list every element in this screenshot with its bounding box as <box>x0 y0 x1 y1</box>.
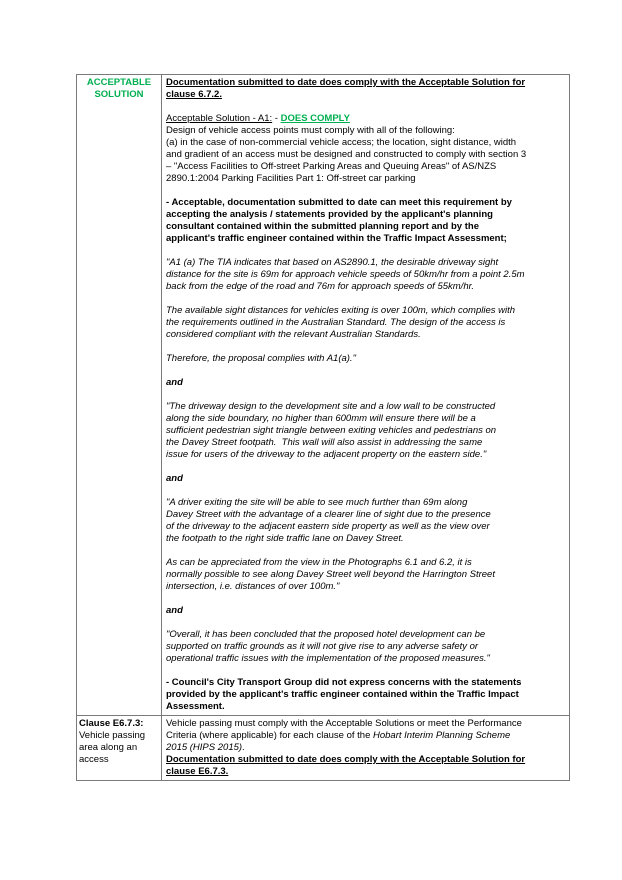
text-line <box>166 413 565 425</box>
text-run: Davey Street with the advantage of a clearer line of sight due to the presence <box>166 509 491 520</box>
text-run: the footpath to the right side traffic lane on Davey Street. <box>166 533 404 544</box>
clause-e673-content-text <box>166 718 565 778</box>
text-run: accepting the analysis / statements provided by the applicant's planning <box>166 209 493 220</box>
text-line <box>166 221 565 233</box>
text-line <box>166 365 565 377</box>
text-line <box>166 533 565 545</box>
text-line <box>166 401 565 413</box>
text-line <box>166 377 565 389</box>
acceptable-solution-label-cell <box>77 75 162 716</box>
text-run: clause E6.7.3. <box>166 766 229 777</box>
acceptable-solution-row <box>77 75 570 716</box>
text-run: "The driveway design to the development site and a low wall to be constructed <box>166 401 496 412</box>
text-run: normally possible to see along Davey Street well beyond the Harrington Street <box>166 569 495 580</box>
text-line <box>166 569 565 581</box>
text-run: Documentation submitted to date does comply with the Acceptable Solution for <box>166 754 526 765</box>
text-run: and <box>166 377 183 388</box>
text-run: Assessment. <box>166 701 225 712</box>
text-line <box>166 173 565 185</box>
text-line <box>166 269 565 281</box>
clause-e673-content-cell <box>162 716 570 781</box>
text-run: Criteria (where applicable) for each clause of the <box>166 730 373 741</box>
text-line <box>166 485 565 497</box>
text-run: – "Access Facilities to Off-street Parking Areas and Queuing Areas" of AS/NZS <box>166 161 497 172</box>
text-run: SOLUTION <box>94 89 144 100</box>
text-line <box>166 730 565 742</box>
text-run: considered compliant with the relevant Australian Standards. <box>166 329 421 340</box>
text-line <box>166 629 565 641</box>
text-line <box>166 754 565 766</box>
text-run: and gradient of an access must be designed and constructed to comply with section 3 <box>166 149 527 160</box>
text-line <box>166 209 565 221</box>
text-line <box>79 77 159 89</box>
acceptable-solution-label-text <box>79 77 159 101</box>
text-line <box>166 689 565 701</box>
compliance-table <box>76 74 570 781</box>
text-line <box>166 497 565 509</box>
text-line <box>166 521 565 533</box>
text-run: the requirements outlined in the Australian Standard. The design of the access is <box>166 317 506 328</box>
text-line <box>166 742 565 754</box>
clause-e673-row <box>77 716 570 781</box>
text-line <box>79 89 159 101</box>
text-line <box>166 89 565 101</box>
text-line <box>79 742 159 754</box>
text-line <box>166 701 565 713</box>
text-run: supported on traffic grounds as it will not give rise to any adverse safety or <box>166 641 479 652</box>
text-line <box>166 353 565 365</box>
text-line <box>166 425 565 437</box>
text-line <box>166 293 565 305</box>
text-run: Documentation submitted to date does comply with the Acceptable Solution for <box>166 77 526 88</box>
text-run: Design of vehicle access points must comply with all of the following: <box>166 125 455 136</box>
text-run: issue for users of the driveway to the adjacent property on the eastern side." <box>166 449 487 460</box>
text-line <box>166 641 565 653</box>
text-run: Therefore, the proposal complies with A1(a)." <box>166 353 356 364</box>
text-run: back from the edge of the road and 76m for approach speeds of 55km/hr. <box>166 281 475 292</box>
text-run: 2890.1:2004 Parking Facilities Part 1: Off-street car parking <box>166 173 416 184</box>
text-line <box>166 473 565 485</box>
text-line <box>166 341 565 353</box>
text-run: and <box>166 605 183 616</box>
text-line <box>166 617 565 629</box>
text-line <box>166 437 565 449</box>
text-run: (a) in the case of non-commercial vehicle access; the location, sight distance, width <box>166 137 517 148</box>
text-run: clause 6.7.2. <box>166 89 222 100</box>
text-line <box>166 281 565 293</box>
text-run: "Overall, it has been concluded that the proposed hotel development can be <box>166 629 486 640</box>
text-line <box>166 233 565 245</box>
text-line <box>166 101 565 113</box>
clause-e673-label-cell <box>77 716 162 781</box>
text-run: Acceptable Solution - A1: <box>166 113 273 124</box>
text-line <box>166 317 565 329</box>
text-run: intersection, i.e. distances of over 100m." <box>166 581 340 592</box>
text-run: ACCEPTABLE <box>86 77 152 88</box>
text-line <box>166 161 565 173</box>
text-line <box>166 449 565 461</box>
text-line <box>166 305 565 317</box>
acceptable-solution-content-cell <box>162 75 570 716</box>
text-run: "A driver exiting the site will be able to see much further than 69m along <box>166 497 468 508</box>
text-run: along the side boundary, no higher than 600mm will ensure there will be a <box>166 413 476 424</box>
text-line <box>166 245 565 257</box>
acceptable-solution-content-text <box>166 77 565 713</box>
text-line <box>166 257 565 269</box>
text-run: area along an <box>79 742 138 753</box>
text-line <box>166 677 565 689</box>
text-line <box>166 389 565 401</box>
text-line <box>166 113 565 125</box>
text-run: the Davey Street footpath. This wall will also assist in addressing the same <box>166 437 483 448</box>
text-line <box>166 125 565 137</box>
text-run: - <box>272 113 281 124</box>
text-line <box>79 754 159 766</box>
text-run: Vehicle passing <box>79 730 146 741</box>
text-run: Hobart Interim Planning Scheme <box>373 730 511 741</box>
text-run: sufficient pedestrian sight triangle between exiting vehicles and pedestrians on <box>166 425 497 436</box>
text-line <box>166 766 565 778</box>
text-line <box>166 329 565 341</box>
text-line <box>166 77 565 89</box>
text-run: and <box>166 473 183 484</box>
text-run: - Acceptable, documentation submitted to date can meet this requirement by <box>166 197 512 208</box>
text-run: of the driveway to the adjacent eastern side property as well as the view over <box>166 521 490 532</box>
text-line <box>79 730 159 742</box>
text-line <box>166 149 565 161</box>
text-line <box>166 557 565 569</box>
text-line <box>166 545 565 557</box>
text-line <box>166 197 565 209</box>
text-run: Clause E6.7.3: <box>79 718 144 729</box>
text-line <box>166 185 565 197</box>
text-line <box>166 653 565 665</box>
text-run: "A1 (a) The TIA indicates that based on AS2890.1, the desirable driveway sight <box>166 257 499 268</box>
text-run: . <box>242 742 245 753</box>
text-line <box>166 718 565 730</box>
text-line <box>79 718 159 730</box>
text-line <box>166 593 565 605</box>
text-run: The available sight distances for vehicles exiting is over 100m, which complies with <box>166 305 516 316</box>
text-run: provided by the applicant's traffic engineer contained within the Traffic Impact <box>166 689 519 700</box>
text-run: applicant's traffic engineer contained within the Traffic Impact Assessment; <box>166 233 507 244</box>
text-line <box>166 605 565 617</box>
text-run: access <box>79 754 109 765</box>
text-line <box>166 665 565 677</box>
text-line <box>166 509 565 521</box>
text-line <box>166 461 565 473</box>
clause-e673-label-text <box>79 718 159 766</box>
text-run: distance for the site is 69m for approach vehicle speeds of 50km/hr from a point 2.5m <box>166 269 525 280</box>
text-run: DOES COMPLY <box>280 113 350 124</box>
text-line <box>166 137 565 149</box>
text-run: As can be appreciated from the view in the Photographs 6.1 and 6.2, it is <box>166 557 472 568</box>
text-run: Vehicle passing must comply with the Acceptable Solutions or meet the Performance <box>166 718 522 729</box>
text-run: - Council's City Transport Group did not express concerns with the statements <box>166 677 522 688</box>
text-run: 2015 (HIPS 2015) <box>166 742 243 753</box>
text-run: operational traffic issues with the implementation of the proposed measures." <box>166 653 490 664</box>
text-run: consultant contained within the submitted planning report and by the <box>166 221 479 232</box>
text-line <box>166 581 565 593</box>
